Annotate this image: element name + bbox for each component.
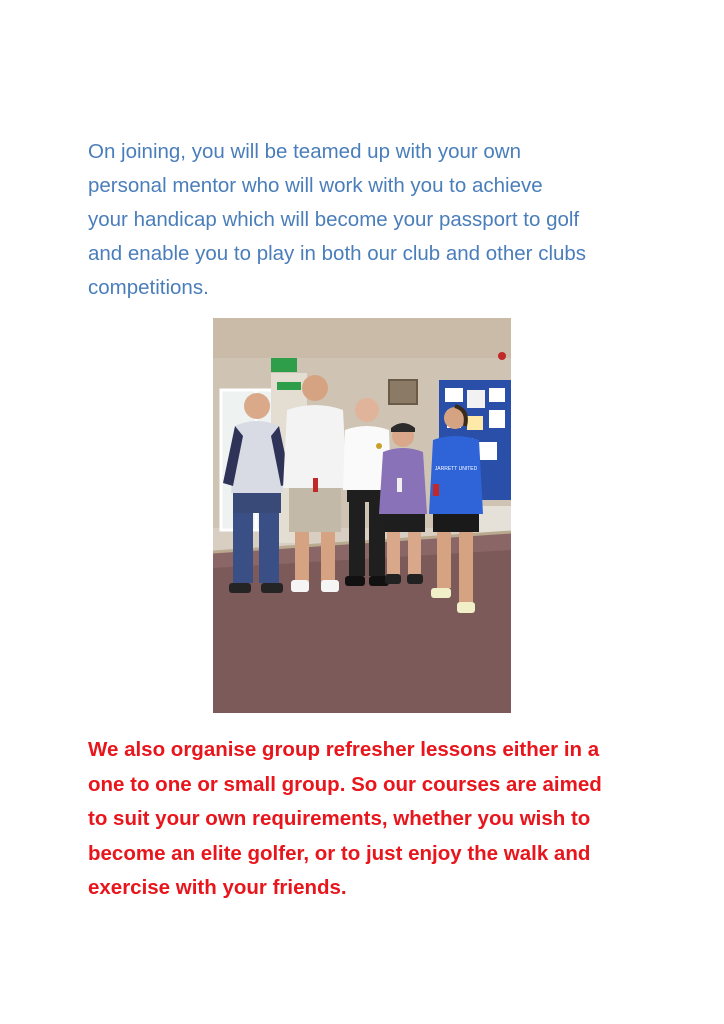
intro-paragraph: On joining, you will be teamed up with your own personal mentor who will work with you to achieve your handicap which will become your passport to golf and enable you to play in both our club and other clubs competitions. — [88, 140, 587, 299]
group-photo — [213, 318, 511, 713]
shirt-text: JARRETT UNITED — [434, 466, 478, 472]
exit-sign — [271, 358, 297, 372]
outro-paragraph: We also organise group refresher lessons either in a one to one or small group. So our courses are aimed to suit your own requirements, whether you wish to become an elite golfer, or to just enjoy the walk and exercise with your friends. — [88, 738, 602, 899]
group-photo-illustration — [213, 318, 511, 713]
